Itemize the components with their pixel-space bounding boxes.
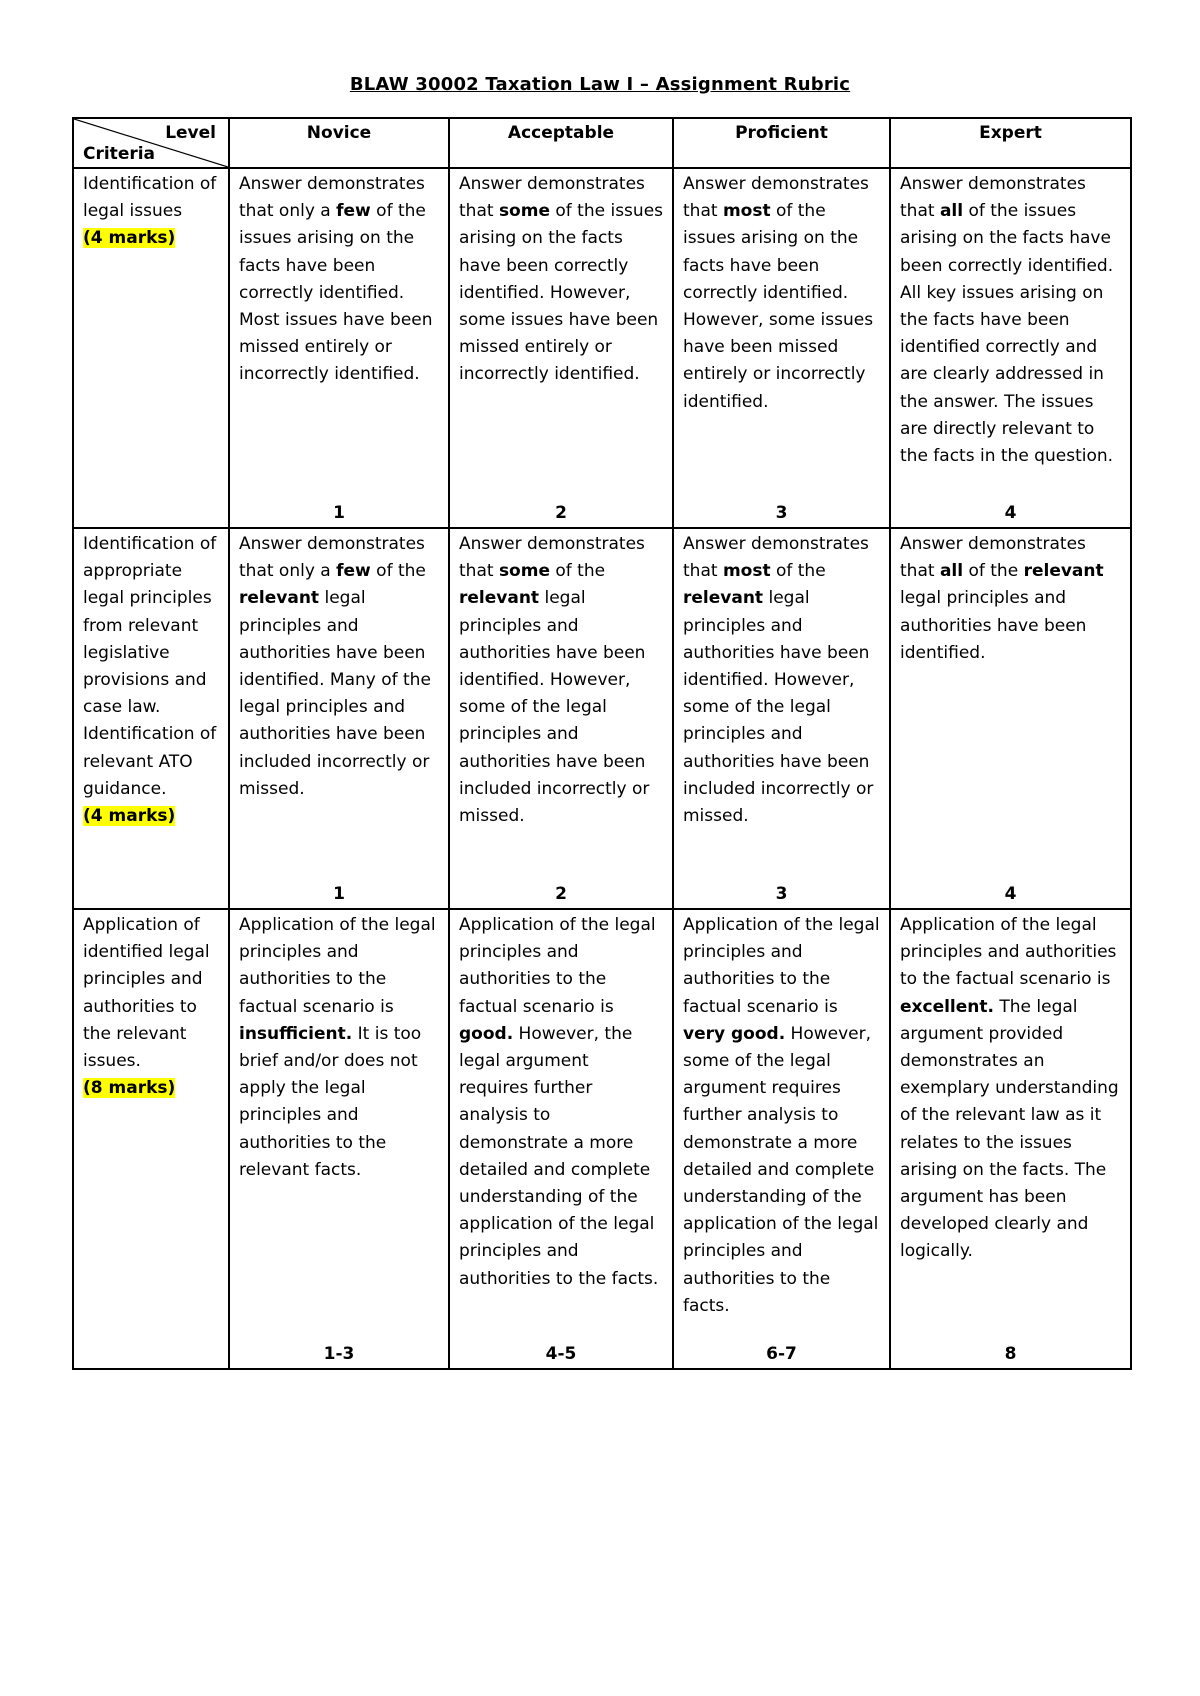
- score: 1: [333, 503, 345, 523]
- proficient-cell: [673, 168, 890, 528]
- criteria-cell: [73, 909, 229, 1369]
- marks-badge: (4 marks): [83, 228, 176, 249]
- acceptable-cell: [449, 168, 673, 528]
- level-label: Level: [165, 123, 216, 143]
- header-row: [73, 118, 1131, 168]
- descriptor-text: Application of the legal principles and authorities to the factual scenario is insufficient. It is too brief and/or does not apply the legal principles and authorities to the relevant facts.: [239, 915, 436, 1180]
- corner-header: [73, 118, 229, 168]
- score: 4: [1004, 503, 1017, 523]
- score: 2: [555, 884, 567, 904]
- criteria-label: Criteria: [83, 143, 156, 164]
- descriptor-text: Application of the legal principles and authorities to the factual scenario is good. However, the legal argument requires further analysis to demonstrate a more detailed and complete understanding of the application of the legal principles and authorities to the facts.: [459, 915, 659, 1289]
- level-header-novice: Novice: [229, 118, 449, 168]
- acceptable-cell: [449, 909, 673, 1369]
- expert-cell: [890, 528, 1131, 909]
- descriptor-text: Application of the legal principles and authorities to the factual scenario is excellent. The legal argument provided demonstrates an exemplary understanding of the relevant law as it relates to the issues arising on the facts. The argument has been developed clearly and logically.: [900, 915, 1119, 1262]
- descriptor-text: Answer demonstrates that all of the issues arising on the facts have been correctly identified. All key issues arising on the facts have been identified correctly and are clearly addressed in the answer. The issues are directly relevant to the facts in the question.: [900, 174, 1114, 467]
- proficient-cell: [673, 528, 890, 909]
- score: 1-3: [323, 1344, 355, 1364]
- marks-badge: (4 marks): [83, 806, 176, 827]
- score: 2: [555, 503, 567, 523]
- criteria-cell: [73, 528, 229, 909]
- marks-badge: (8 marks): [83, 1078, 176, 1099]
- novice-cell: [229, 909, 449, 1369]
- expert-cell: [890, 168, 1131, 528]
- descriptor-text: Application of the legal principles and authorities to the factual scenario is very good. However, some of the legal argument requires further analysis to demonstrate a more detailed and complete understanding of the application of the legal principles and authorities to the facts.: [683, 915, 880, 1316]
- descriptor-text: Answer demonstrates that most of the relevant legal principles and authorities have been identified. However, some of the legal principles and authorities have been included incorrectly or missed.: [683, 534, 874, 827]
- novice-cell: [229, 168, 449, 528]
- rubric-table: [72, 117, 1132, 1370]
- rubric-row: [73, 909, 1131, 1369]
- acceptable-cell: [449, 528, 673, 909]
- descriptor-text: Answer demonstrates that all of the relevant legal principles and authorities have been identified.: [900, 534, 1104, 663]
- level-header-proficient: Proficient: [673, 118, 890, 168]
- score: 6-7: [766, 1344, 797, 1364]
- score: 8: [1004, 1344, 1017, 1364]
- criteria-text: Identification of legal issues: [83, 174, 217, 222]
- criteria-cell: [73, 168, 229, 528]
- descriptor-text: Answer demonstrates that some of the relevant legal principles and authorities have been identified. However, some of the legal principles and authorities have been included incorrectly or missed.: [459, 534, 650, 827]
- page-title: BLAW 30002 Taxation Law I – Assignment Rubric: [349, 74, 851, 95]
- descriptor-text: Answer demonstrates that most of the issues arising on the facts have been correctly identified. However, some issues have been missed entirely or incorrectly identified.: [683, 174, 874, 412]
- descriptor-text: Answer demonstrates that only a few of the relevant legal principles and authorities have been identified. Many of the legal principles and authorities have been included incorrectly or missed.: [239, 534, 431, 799]
- criteria-text: Application of identified legal principles and authorities to the relevant issues.: [83, 915, 210, 1072]
- rubric-row: [73, 528, 1131, 909]
- score: 3: [775, 503, 788, 523]
- level-header-expert: Expert: [890, 118, 1131, 168]
- descriptor-text: Answer demonstrates that only a few of the issues arising on the facts have been correctly identified. Most issues have been missed entirely or incorrectly identified.: [239, 174, 433, 385]
- score: 4: [1004, 884, 1017, 904]
- criteria-text: Identification of appropriate legal principles from relevant legislative provisions and case law. Identification of relevant ATO guidance.: [83, 534, 217, 799]
- expert-cell: [890, 909, 1131, 1369]
- score: 1: [333, 884, 345, 904]
- proficient-cell: [673, 909, 890, 1369]
- rubric-row: [73, 168, 1131, 528]
- descriptor-text: Answer demonstrates that some of the issues arising on the facts have been correctly identified. However, some issues have been missed entirely or incorrectly identified.: [459, 174, 664, 385]
- novice-cell: [229, 528, 449, 909]
- level-header-acceptable: Acceptable: [449, 118, 673, 168]
- score: 4-5: [545, 1344, 577, 1364]
- score: 3: [775, 884, 788, 904]
